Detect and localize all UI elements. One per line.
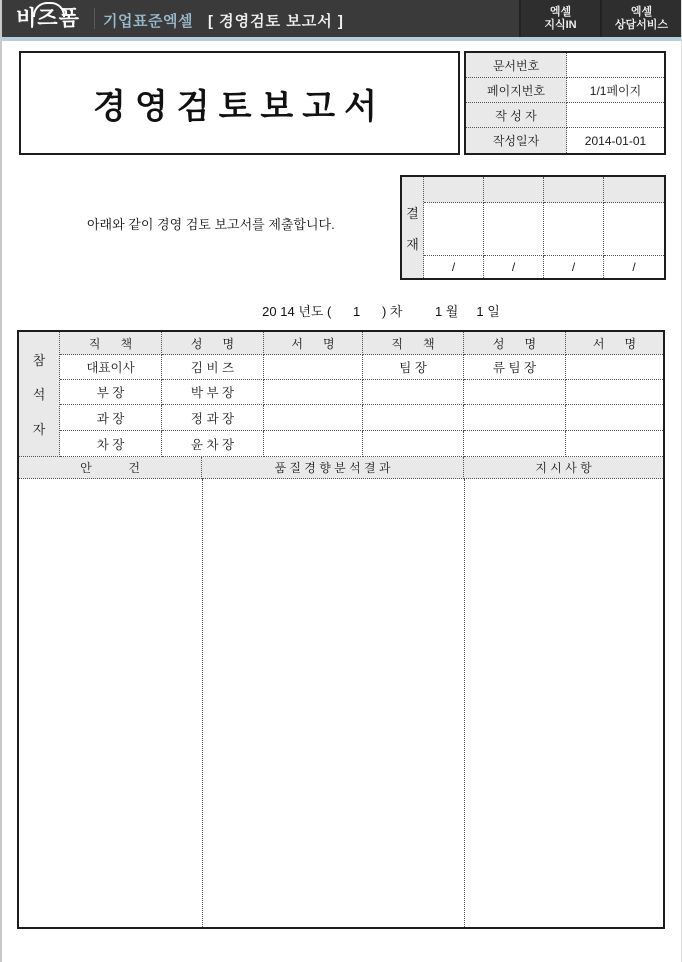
attendee-cell [566, 405, 663, 431]
column-header-signature-left: 서 명 [264, 332, 363, 355]
column-header-name-right: 성 명 [464, 332, 566, 355]
product-label: 기업표준엑셀 [103, 13, 193, 30]
approval-sign-cell [484, 203, 544, 256]
info-value-date: 2014-01-01 [584, 133, 647, 148]
document-title-label: [ 경영검토 보고서 ] [208, 13, 344, 30]
attendee-cell: 팀 장 [363, 355, 464, 380]
approval-title-cell [604, 177, 664, 203]
column-header-name-left: 성 명 [162, 332, 264, 355]
top-bar [2, 0, 681, 37]
attendee-cell: 과 장 [60, 405, 162, 431]
body-column-divider [464, 479, 465, 927]
approval-sign-cell [604, 203, 664, 256]
info-label-author: 작 성 자 [466, 103, 567, 128]
column-header-position-left: 직 책 [60, 332, 162, 355]
date-line: 20 14 년도 ( 1 ) 차 1 월 1 일 [262, 304, 500, 319]
attendee-cell [464, 431, 566, 457]
approval-slash-cell: / [424, 256, 484, 278]
approval-char-2: 재 [406, 236, 419, 252]
attendee-cell: 윤 차 장 [162, 431, 264, 457]
attendee-cell [264, 355, 363, 380]
attendees-char-2: 석 [32, 387, 46, 403]
excel-consult-button[interactable] [600, 0, 681, 37]
attendee-cell: 류 팀 장 [464, 355, 566, 380]
attendee-cell [464, 405, 566, 431]
attendee-cell: 부 장 [60, 380, 162, 405]
approval-title-cell [484, 177, 544, 203]
approval-table [400, 175, 666, 280]
attendee-cell [363, 380, 464, 405]
attendee-cell: 박 부 장 [162, 380, 264, 405]
approval-title-cell [544, 177, 604, 203]
column-header-position-right: 직 책 [363, 332, 464, 355]
approval-slash-cell: / [632, 260, 636, 274]
info-table [464, 51, 666, 155]
body-column-divider [202, 479, 203, 927]
attendee-cell [363, 405, 464, 431]
attendee-cell [264, 431, 363, 457]
attendee-cell: 차 장 [60, 431, 162, 457]
approval-sign-cell [424, 203, 484, 256]
attendee-cell [264, 380, 363, 405]
info-value-page-no: 1/1페이지 [567, 78, 664, 103]
attendees-table [19, 332, 663, 457]
excel-consult-line2: 상담서비스 [614, 18, 669, 31]
topbar-divider [94, 8, 95, 29]
approval-side-label [402, 177, 424, 278]
attendee-cell [566, 355, 663, 380]
attendee-cell: 정 과 장 [162, 405, 264, 431]
excel-knowledge-line2: 지식IN [544, 18, 577, 31]
section-header-row [19, 457, 663, 479]
logo-text: 비즈폼 [16, 7, 80, 30]
approval-title-cell [424, 177, 484, 203]
approval-slash-cell: / [484, 256, 544, 278]
attendee-cell [264, 405, 363, 431]
submission-text: 아래와 같이 경영 검토 보고서를 제출합니다. [87, 217, 335, 232]
approval-sign-cell [544, 203, 604, 256]
excel-consult-line1: 엑셀 [630, 5, 653, 18]
attendee-cell: 김 비 즈 [162, 355, 264, 380]
section-body-area [19, 479, 663, 927]
info-label-page-no: 페이지번호 [466, 78, 567, 103]
bizforms-logo[interactable] [16, 6, 80, 32]
attendees-char-3: 자 [32, 422, 46, 438]
topbar-buttons [519, 0, 681, 37]
approval-slash-cell: / [544, 256, 604, 278]
main-table [17, 330, 665, 929]
attendee-cell [566, 431, 663, 457]
attendees-char-1: 참 [32, 352, 46, 368]
column-header-signature-right: 서 명 [566, 332, 663, 355]
section-header-quality-analysis: 품 질 경 향 분 석 결 과 [202, 457, 464, 479]
info-value-author [567, 103, 664, 128]
attendee-cell: 대표이사 [60, 355, 162, 380]
title-box [19, 51, 460, 155]
info-label-doc-no: 문서번호 [466, 53, 567, 78]
attendee-cell [566, 380, 663, 405]
info-label-date: 작성일자 [466, 128, 567, 153]
approval-char-1: 결 [406, 205, 419, 221]
accent-strip [2, 37, 681, 41]
page-title: 경영검토보고서 [93, 87, 386, 126]
section-header-agenda: 안 건 [19, 457, 202, 479]
attendee-cell [464, 380, 566, 405]
info-value-doc-no [567, 53, 664, 78]
attendees-side-label [19, 332, 60, 457]
excel-knowledge-button[interactable] [519, 0, 600, 37]
section-header-instructions: 지 시 사 항 [464, 457, 663, 479]
attendee-cell [363, 431, 464, 457]
excel-knowledge-line1: 엑셀 [549, 5, 572, 18]
